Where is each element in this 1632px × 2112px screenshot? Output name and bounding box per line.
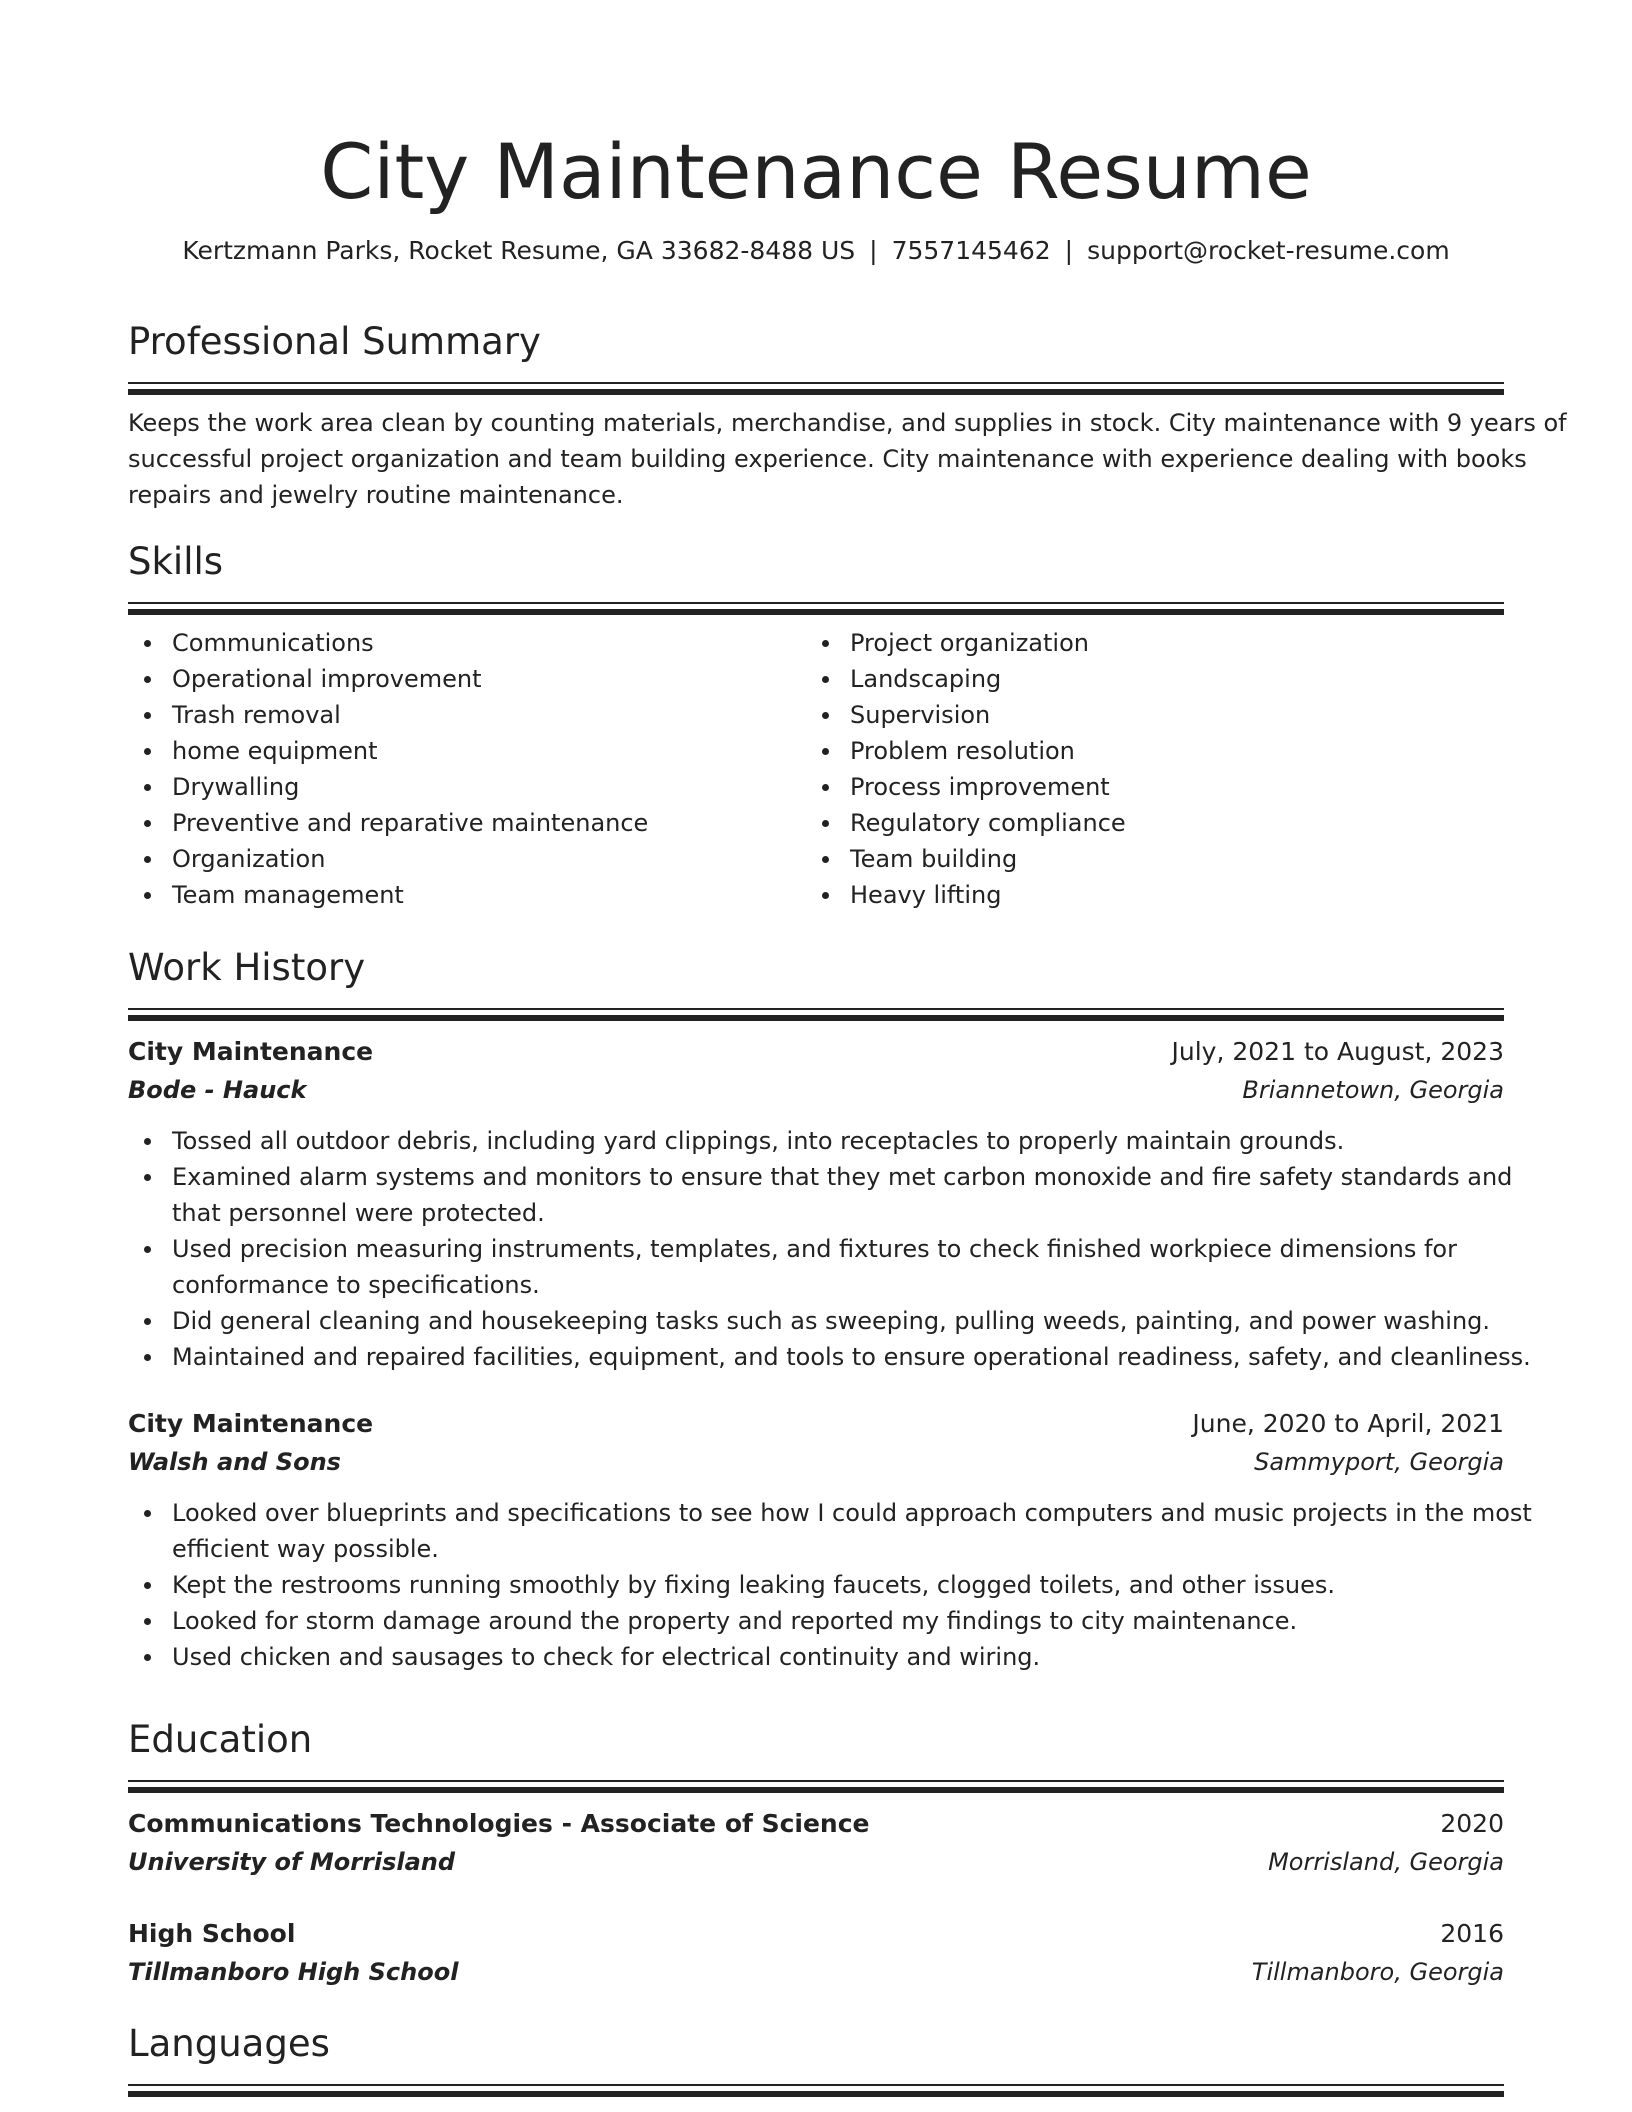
education-year: 2016 (1440, 1919, 1504, 1948)
job-bullet (172, 1123, 1504, 1159)
job-role: City Maintenance (128, 1037, 374, 1066)
skill-item: Team management (172, 877, 806, 913)
languages-section (128, 2020, 1504, 2097)
job-bullet-line: Did general cleaning and housekeeping tasks such as sweeping, pulling weeds, painting, and power washing. (172, 1307, 1491, 1335)
job-bullet-line: efficient way possible. (172, 1535, 439, 1563)
job-location: Sammyport, Georgia (1254, 1448, 1504, 1476)
section-title-skills: Skills (128, 540, 224, 583)
job-bullet (172, 1159, 1513, 1231)
contact-address: Kertzmann Parks, Rocket Resume, GA 33682-8488 US (182, 236, 856, 265)
skill-item: home equipment (172, 733, 806, 769)
job-bullet-line: Used chicken and sausages to check for electrical continuity and wiring. (172, 1643, 1041, 1671)
skills-columns (128, 625, 1504, 913)
skill-item: Trash removal (172, 697, 806, 733)
education-section (128, 1716, 1504, 1991)
education-entry (128, 1915, 1504, 1991)
resume-title: City Maintenance Resume (320, 127, 1312, 216)
skill-item: Drywalling (172, 769, 806, 805)
job-subheader (128, 1071, 1504, 1109)
job-bullet (172, 1231, 1504, 1303)
education-school: University of Morrisland (128, 1848, 456, 1876)
skill-item: Landscaping (850, 661, 1484, 697)
job-bullet-line: Tossed all outdoor debris, including yard clippings, into receptacles to properly maintain grounds. (172, 1127, 1345, 1155)
job-bullet-line: conformance to specifications. (172, 1271, 540, 1299)
work-section (128, 944, 1532, 1675)
section-rule (128, 1780, 1504, 1793)
skill-item: Organization (172, 841, 806, 877)
contact-phone: 7557145462 (891, 236, 1051, 265)
education-subheader (128, 1843, 1504, 1881)
education-header (128, 1915, 1504, 1953)
education-header (128, 1805, 1504, 1843)
education-subheader (128, 1953, 1504, 1991)
section-rule (128, 1008, 1504, 1021)
job-bullet-line: that personnel were protected. (172, 1199, 545, 1227)
section-rule (128, 2084, 1504, 2097)
job-subheader (128, 1443, 1504, 1481)
skill-item: Team building (850, 841, 1484, 877)
education-location: Tillmanboro, Georgia (1251, 1958, 1504, 1986)
education-year: 2020 (1440, 1809, 1504, 1838)
section-title-languages: Languages (128, 2022, 330, 2065)
job-role: City Maintenance (128, 1409, 374, 1438)
job-bullet (172, 1303, 1504, 1339)
job-header (128, 1405, 1504, 1443)
section-rule (128, 382, 1504, 395)
job-bullet (172, 1603, 1504, 1639)
section-rule (128, 602, 1504, 615)
skill-item: Operational improvement (172, 661, 806, 697)
job-entry (128, 1033, 1531, 1375)
job-bullet-line: Used precision measuring instruments, templates, and fixtures to check finished workpiece dimensions for (172, 1235, 1457, 1263)
job-header (128, 1033, 1504, 1071)
skills-list-left (128, 625, 806, 913)
education-location: Morrisland, Georgia (1268, 1848, 1504, 1876)
resume-page (128, 0, 1567, 2065)
contact-separator: | (869, 236, 878, 265)
job-bullet (172, 1567, 1504, 1603)
skill-item: Project organization (850, 625, 1484, 661)
education-degree: High School (128, 1919, 296, 1948)
job-bullet-line: Kept the restrooms running smoothly by fixing leaking faucets, clogged toilets, and other issues. (172, 1571, 1336, 1599)
section-title-education: Education (128, 1718, 313, 1761)
skill-item: Heavy lifting (850, 877, 1484, 913)
job-dates: June, 2020 to April, 2021 (1192, 1409, 1504, 1438)
section-title-work: Work History (128, 946, 366, 989)
job-bullets (128, 1123, 1531, 1375)
skill-item: Communications (172, 625, 806, 661)
job-bullet (172, 1339, 1531, 1375)
job-bullets (128, 1495, 1532, 1675)
job-bullet-line: Looked over blueprints and specifications to see how I could approach computers and music projects in the most (172, 1499, 1532, 1527)
education-entry (128, 1805, 1504, 1881)
job-company: Bode - Hauck (128, 1076, 307, 1104)
summary-line: repairs and jewelry routine maintenance. (128, 481, 624, 509)
contact-email[interactable]: support@rocket-resume.com (1087, 236, 1450, 265)
section-title-summary: Professional Summary (128, 320, 541, 363)
contact-separator: | (1064, 236, 1074, 265)
skill-item: Supervision (850, 697, 1484, 733)
job-bullet (172, 1495, 1532, 1567)
skill-item: Preventive and reparative maintenance (172, 805, 806, 841)
skill-item: Regulatory compliance (850, 805, 1484, 841)
skills-section (128, 538, 1504, 913)
contact-line (128, 234, 1504, 268)
skill-item: Problem resolution (850, 733, 1484, 769)
skills-list-right (806, 625, 1484, 913)
job-bullet-line: Maintained and repaired facilities, equipment, and tools to ensure operational readiness, safety, and cleanliness. (172, 1343, 1531, 1371)
job-company: Walsh and Sons (128, 1448, 341, 1476)
job-dates: July, 2021 to August, 2023 (1171, 1037, 1504, 1066)
education-degree: Communications Technologies - Associate of Science (128, 1809, 870, 1838)
job-bullet-line: Looked for storm damage around the property and reported my findings to city maintenance. (172, 1607, 1298, 1635)
job-location: Briannetown, Georgia (1242, 1076, 1504, 1104)
job-entry (128, 1405, 1532, 1675)
summary-line: Keeps the work area clean by counting materials, merchandise, and supplies in stock. City maintenance with 9 years of (128, 409, 1567, 437)
summary-text (128, 405, 1567, 513)
skill-item: Process improvement (850, 769, 1484, 805)
summary-line: successful project organization and team building experience. City maintenance with experience dealing with books (128, 445, 1527, 473)
summary-section (128, 318, 1567, 513)
job-bullet-line: Examined alarm systems and monitors to ensure that they met carbon monoxide and fire safety standards and (172, 1163, 1513, 1191)
education-school: Tillmanboro High School (128, 1958, 459, 1986)
job-bullet (172, 1639, 1504, 1675)
